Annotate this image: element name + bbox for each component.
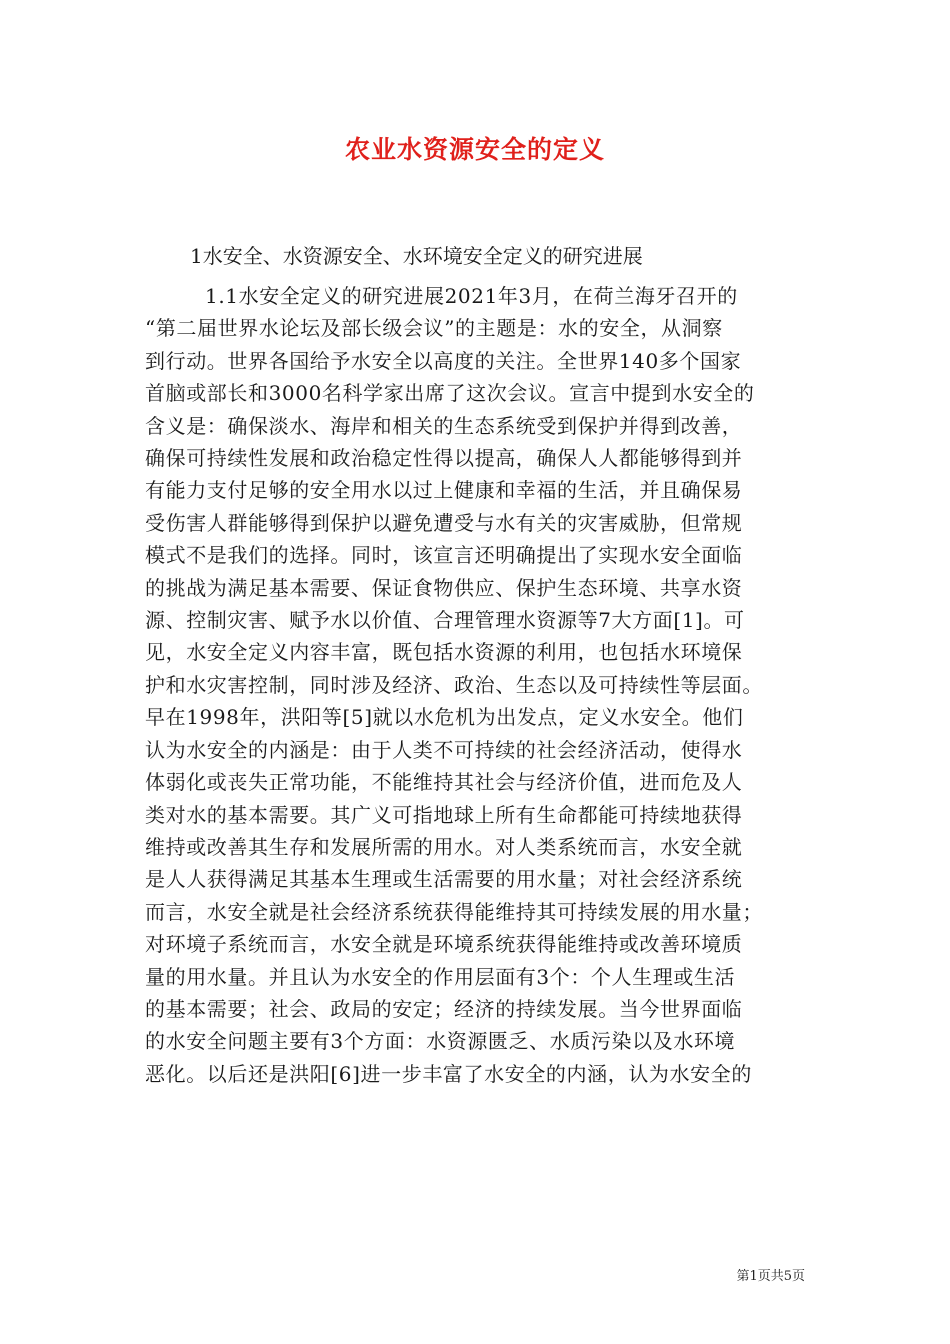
body-line: 含义是：确保淡水、海岸和相关的生态系统受到保护并得到改善， xyxy=(145,413,743,438)
body-line: 受伤害人群能够得到保护以避免遭受与水有关的灾害威胁，但常规 xyxy=(145,510,743,535)
body-line: 见，水安全定义内容丰富，既包括水资源的利用，也包括水环境保 xyxy=(145,640,743,665)
body-line: 1.1水安全定义的研究进展2021年3月，在荷兰海牙召开的 xyxy=(205,284,738,308)
body-line: 确保可持续性发展和政治稳定性得以提高，确保人人都能够得到并 xyxy=(145,446,743,471)
body-line: 早在1998年，洪阳等[5]就以水危机为出发点，定义水安全。他们 xyxy=(145,705,744,730)
body-line: 类对水的基本需要。其广义可指地球上所有生命都能可持续地获得 xyxy=(145,802,743,827)
body-line: 护和水灾害控制，同时涉及经济、政治、生态以及可持续性等层面。 xyxy=(145,672,763,697)
body-line: 源、控制灾害、赋予水以价值、合理管理水资源等7大方面[1]。可 xyxy=(145,608,745,633)
body-line: 模式不是我们的选择。同时，该宣言还明确提出了实现水安全面临 xyxy=(145,543,743,568)
body-line: 是人人获得满足其基本生理或生活需要的用水量；对社会经济系统 xyxy=(145,867,743,892)
body-line: 维持或改善其生存和发展所需的用水。对人类系统而言，水安全就 xyxy=(145,834,743,859)
page-number: 第1页共5页 xyxy=(736,1269,805,1284)
body-line: 对环境子系统而言，水安全就是环境系统获得能维持或改善环境质 xyxy=(145,932,743,957)
body-line: “第二届世界水论坛及部长级会议”的主题是：水的安全，从洞察 xyxy=(145,316,723,341)
body-line: 的水安全问题主要有3个方面：水资源匮乏、水质污染以及水环境 xyxy=(145,1029,736,1054)
body-line: 的基本需要；社会、政局的安定；经济的持续发展。当今世界面临 xyxy=(145,996,743,1021)
body-line: 的挑战为满足基本需要、保证食物供应、保护生态环境、共享水资 xyxy=(145,575,743,600)
body-line: 而言，水安全就是社会经济系统获得能维持其可持续发展的用水量； xyxy=(145,899,763,924)
body-line: 恶化。以后还是洪阳[6]进一步丰富了水安全的内涵，认为水安全的 xyxy=(145,1061,752,1086)
body-line: 认为水安全的内涵是：由于人类不可持续的社会经济活动，使得水 xyxy=(145,737,743,762)
page-footer xyxy=(0,1265,805,1284)
body-line: 首脑或部长和3000名科学家出席了这次会议。宣言中提到水安全的 xyxy=(145,381,755,406)
body-line: 到行动。世界各国给予水安全以高度的关注。全世界140多个国家 xyxy=(145,348,742,373)
section-heading: 1水安全、水资源安全、水环境安全定义的研究进展 xyxy=(190,244,643,268)
body-paragraph xyxy=(145,280,809,1090)
body-line: 有能力支付足够的安全用水以过上健康和幸福的生活，并且确保易 xyxy=(145,478,743,503)
document-title: 农业水资源安全的定义 xyxy=(344,135,605,164)
body-line: 体弱化或丧失正常功能，不能维持其社会与经济价值，进而危及人 xyxy=(145,770,743,795)
body-line: 量的用水量。并且认为水安全的作用层面有3个：个人生理或生活 xyxy=(145,964,736,989)
